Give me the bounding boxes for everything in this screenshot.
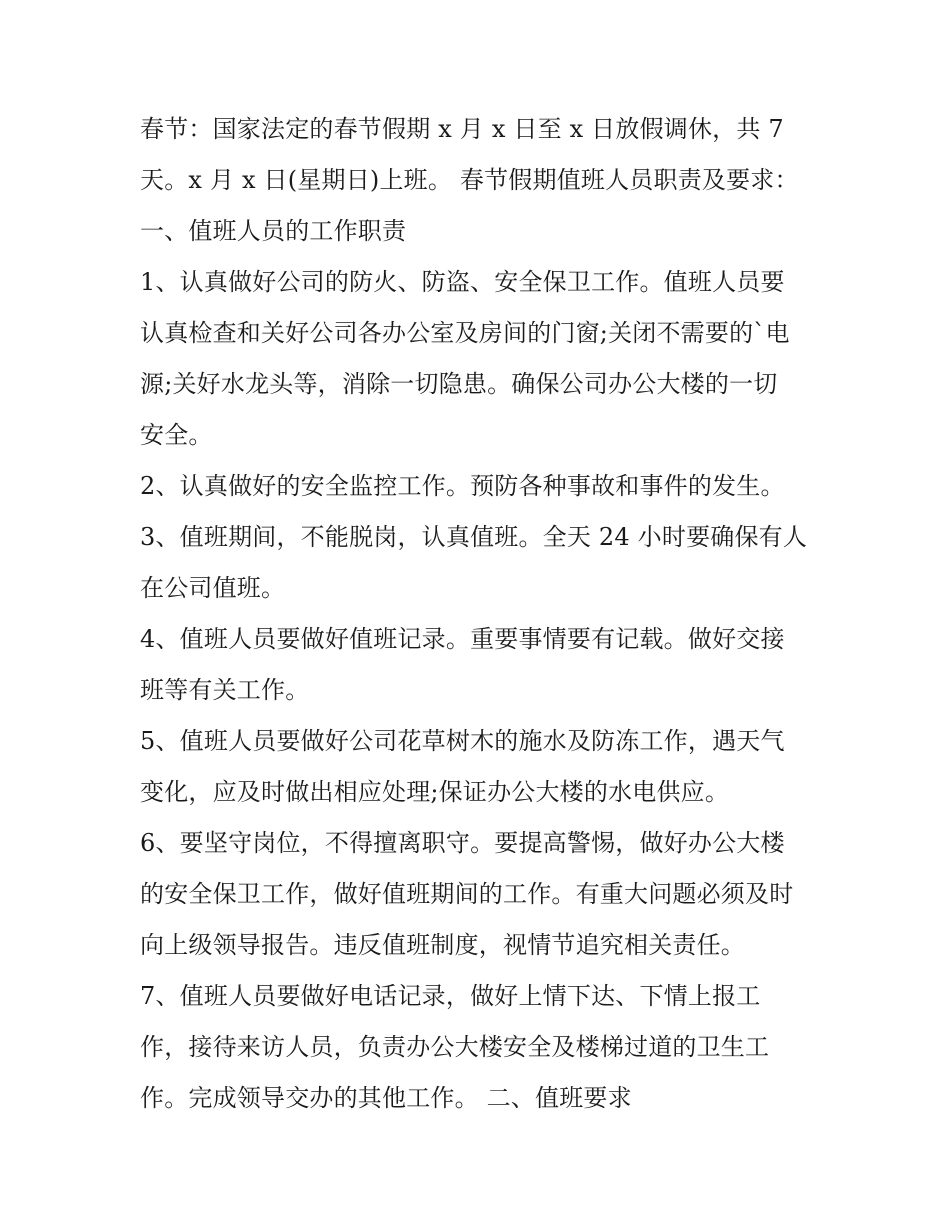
text-line-5: 认真检查和关好公司各办公室及房间的门窗;关闭不需要的`电 — [140, 319, 790, 347]
text-line-11: 4、值班人员要做好值班记录。重要事情要有记载。做好交接 — [140, 625, 785, 653]
text-line-20: 作。完成领导交办的其他工作。 二、值班要求 — [140, 1084, 632, 1112]
text-line-13: 5、值班人员要做好公司花草树木的施水及防冻工作，遇天气 — [140, 727, 785, 755]
text-line-12: 班等有关工作。 — [140, 676, 310, 704]
text-line-1: 春节：国家法定的春节假期 x 月 x 日至 x 日放假调休，共 7 — [140, 115, 784, 143]
text-line-6: 源;关好水龙头等，消除一切隐患。确保公司办公大楼的一切 — [140, 370, 778, 398]
text-line-18: 7、值班人员要做好电话记录，做好上情下达、下情上报工 — [140, 982, 761, 1010]
text-line-19: 作，接待来访人员，负责办公大楼安全及楼梯过道的卫生工 — [140, 1033, 770, 1061]
text-line-7: 安全。 — [140, 421, 213, 449]
text-line-10: 在公司值班。 — [140, 574, 286, 602]
text-line-4: 1、认真做好公司的防火、防盗、安全保卫工作。值班人员要 — [140, 268, 785, 296]
section-heading-1: 一、值班人员的工作职责 — [140, 217, 407, 245]
text-line-14: 变化，应及时做出相应处理;保证办公大楼的水电供应。 — [140, 778, 730, 806]
text-line-16: 的安全保卫工作，做好值班期间的工作。有重大问题必须及时 — [140, 880, 794, 908]
text-line-2: 天。x 月 x 日(星期日)上班。 春节假期值班人员职责及要求： — [140, 166, 799, 194]
text-line-9: 3、值班期间，不能脱岗，认真值班。全天 24 小时要确保有人 — [140, 523, 808, 551]
text-line-8: 2、认真做好的安全监控工作。预防各种事故和事件的发生。 — [140, 472, 785, 500]
text-line-15: 6、要坚守岗位，不得擅离职守。要提高警惕，做好办公大楼 — [140, 829, 785, 857]
text-line-17: 向上级领导报告。违反值班制度，视情节追究相关责任。 — [140, 931, 745, 959]
